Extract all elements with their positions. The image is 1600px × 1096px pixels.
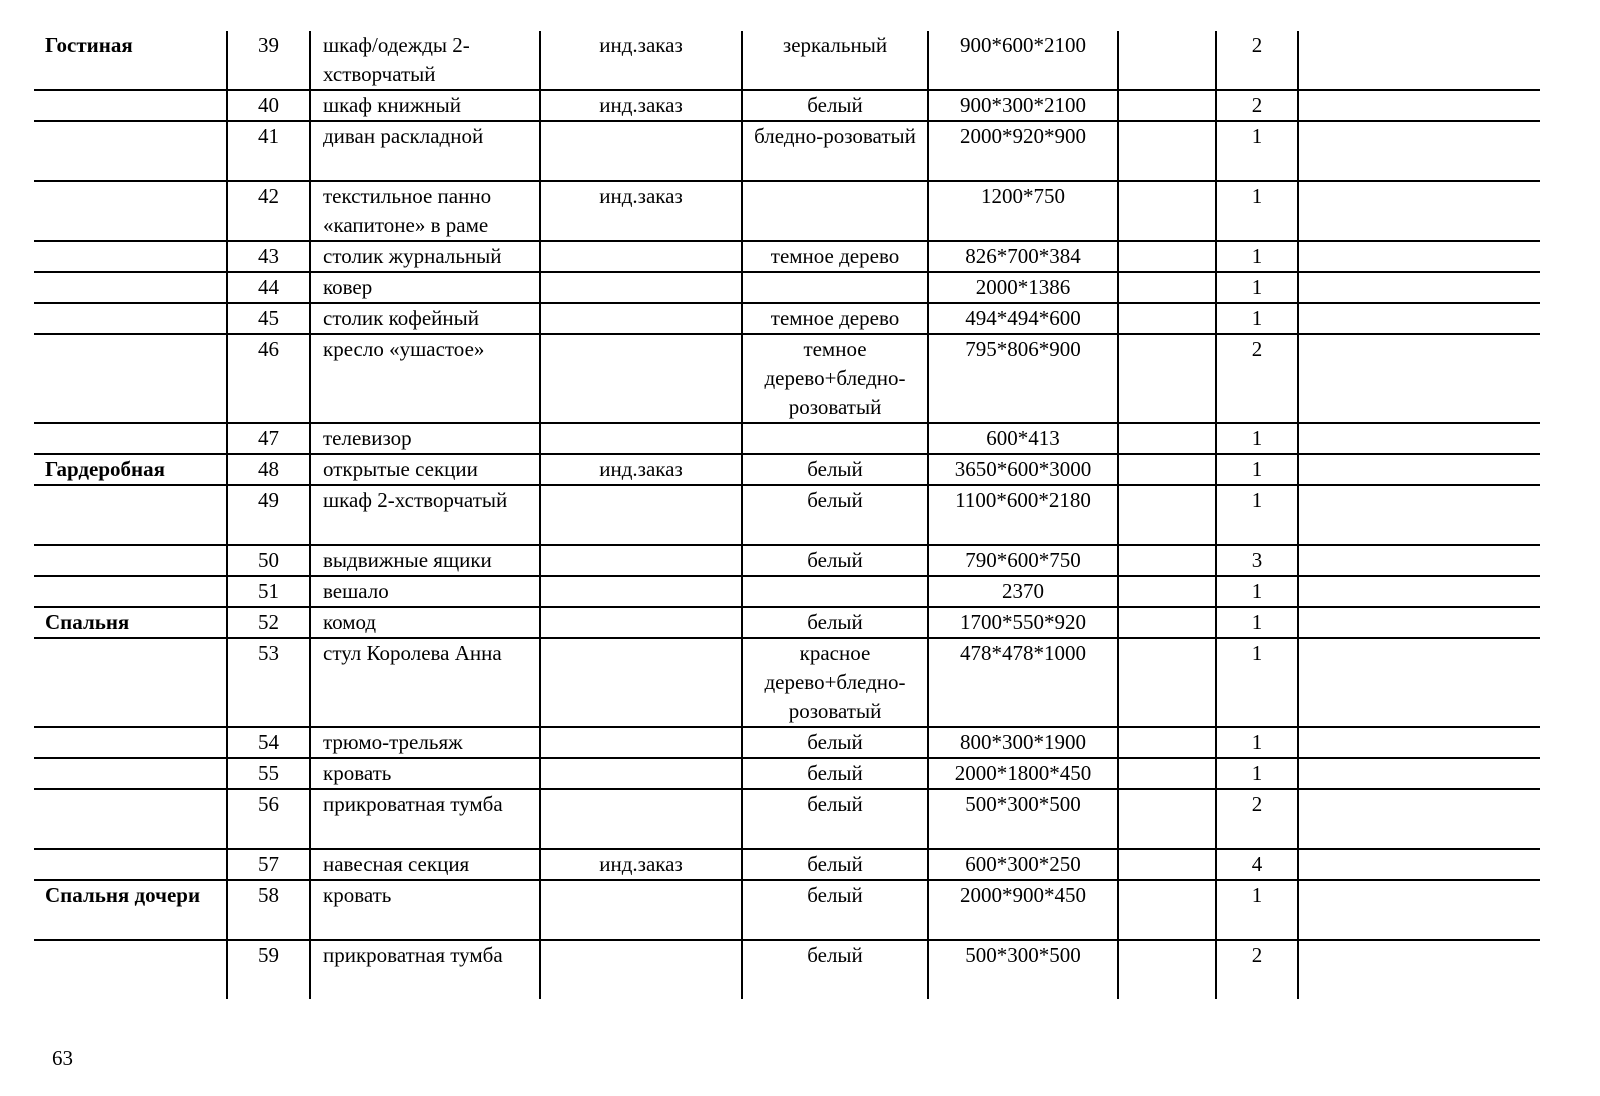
room-cell — [34, 485, 227, 545]
quantity-cell: 4 — [1216, 849, 1298, 880]
item-name-cell: телевизор — [310, 423, 540, 454]
color-cell — [742, 576, 928, 607]
room-cell — [34, 241, 227, 272]
item-number-cell: 44 — [227, 272, 310, 303]
item-number-cell: 43 — [227, 241, 310, 272]
color-cell: белый — [742, 789, 928, 849]
order-type-cell — [540, 880, 742, 940]
note-cell — [1298, 454, 1540, 485]
size-cell: 500*300*500 — [928, 940, 1118, 999]
item-number-cell: 40 — [227, 90, 310, 121]
note-cell — [1298, 272, 1540, 303]
quantity-cell: 2 — [1216, 789, 1298, 849]
size-cell: 600*413 — [928, 423, 1118, 454]
item-name-cell: шкаф книжный — [310, 90, 540, 121]
room-cell — [34, 423, 227, 454]
note-cell — [1298, 90, 1540, 121]
size-cell: 2000*1800*450 — [928, 758, 1118, 789]
table-row — [34, 849, 1540, 880]
item-name-cell: прикроватная тумба — [310, 940, 540, 999]
order-type-cell: инд.заказ — [540, 90, 742, 121]
note-cell — [1298, 545, 1540, 576]
size-cell: 826*700*384 — [928, 241, 1118, 272]
table-row — [34, 303, 1540, 334]
note-cell — [1298, 607, 1540, 638]
order-type-cell — [540, 638, 742, 727]
note-cell — [1298, 303, 1540, 334]
order-type-cell: инд.заказ — [540, 31, 742, 90]
item-name-cell: кровать — [310, 880, 540, 940]
item-number-cell: 42 — [227, 181, 310, 241]
empty-cell — [1118, 181, 1216, 241]
item-number-cell: 55 — [227, 758, 310, 789]
quantity-cell: 1 — [1216, 576, 1298, 607]
note-cell — [1298, 121, 1540, 181]
table-row — [34, 272, 1540, 303]
size-cell: 600*300*250 — [928, 849, 1118, 880]
note-cell — [1298, 758, 1540, 789]
item-name-cell: столик кофейный — [310, 303, 540, 334]
color-cell — [742, 181, 928, 241]
table-row — [34, 880, 1540, 940]
table-row — [34, 638, 1540, 727]
size-cell: 500*300*500 — [928, 789, 1118, 849]
color-cell — [742, 272, 928, 303]
color-cell: белый — [742, 849, 928, 880]
note-cell — [1298, 241, 1540, 272]
item-name-cell: шкаф/одежды 2-хстворчатый — [310, 31, 540, 90]
room-cell — [34, 638, 227, 727]
note-cell — [1298, 638, 1540, 727]
color-cell: темное дерево+бледно-розоватый — [742, 334, 928, 423]
empty-cell — [1118, 334, 1216, 423]
note-cell — [1298, 849, 1540, 880]
empty-cell — [1118, 545, 1216, 576]
quantity-cell: 1 — [1216, 303, 1298, 334]
item-number-cell: 58 — [227, 880, 310, 940]
color-cell: белый — [742, 454, 928, 485]
empty-cell — [1118, 849, 1216, 880]
color-cell — [742, 423, 928, 454]
item-name-cell: текстильное панно «капитоне» в раме — [310, 181, 540, 241]
item-number-cell: 48 — [227, 454, 310, 485]
room-cell — [34, 545, 227, 576]
item-number-cell: 52 — [227, 607, 310, 638]
room-cell: Гостиная — [45, 33, 133, 57]
table-row — [34, 334, 1540, 423]
color-cell: белый — [742, 940, 928, 999]
quantity-cell: 1 — [1216, 241, 1298, 272]
table-row — [34, 121, 1540, 181]
quantity-cell: 3 — [1216, 545, 1298, 576]
table-row — [34, 90, 1540, 121]
quantity-cell: 1 — [1216, 638, 1298, 727]
empty-cell — [1118, 423, 1216, 454]
empty-cell — [1118, 90, 1216, 121]
size-cell: 2000*1386 — [928, 272, 1118, 303]
item-number-cell: 50 — [227, 545, 310, 576]
order-type-cell — [540, 485, 742, 545]
quantity-cell: 1 — [1216, 454, 1298, 485]
empty-cell — [1118, 31, 1216, 90]
room-cell — [34, 272, 227, 303]
note-cell — [1298, 423, 1540, 454]
quantity-cell: 2 — [1216, 940, 1298, 999]
item-number-cell: 39 — [227, 31, 310, 90]
empty-cell — [1118, 940, 1216, 999]
quantity-cell: 1 — [1216, 272, 1298, 303]
item-name-cell: вешало — [310, 576, 540, 607]
color-cell: белый — [742, 727, 928, 758]
item-name-cell: ковер — [310, 272, 540, 303]
empty-cell — [1118, 638, 1216, 727]
size-cell: 900*600*2100 — [928, 31, 1118, 90]
color-cell: зеркальный — [742, 31, 928, 90]
item-name-cell: комод — [310, 607, 540, 638]
table-row — [34, 181, 1540, 241]
page-number: 63 — [52, 1046, 73, 1070]
color-cell: белый — [742, 545, 928, 576]
table-row — [34, 789, 1540, 849]
quantity-cell: 1 — [1216, 485, 1298, 545]
room-cell — [34, 789, 227, 849]
size-cell: 800*300*1900 — [928, 727, 1118, 758]
empty-cell — [1118, 272, 1216, 303]
room-cell — [34, 940, 227, 999]
order-type-cell — [540, 758, 742, 789]
item-name-cell: выдвижные ящики — [310, 545, 540, 576]
item-name-cell: столик журнальный — [310, 241, 540, 272]
item-number-cell: 56 — [227, 789, 310, 849]
room-cell — [34, 576, 227, 607]
empty-cell — [1118, 727, 1216, 758]
item-number-cell: 41 — [227, 121, 310, 181]
table-row — [34, 423, 1540, 454]
size-cell: 1700*550*920 — [928, 607, 1118, 638]
table-row — [34, 727, 1540, 758]
item-name-cell: стул Королева Анна — [310, 638, 540, 727]
order-type-cell: инд.заказ — [540, 181, 742, 241]
note-cell — [1298, 880, 1540, 940]
empty-cell — [1118, 789, 1216, 849]
table-row — [34, 607, 1540, 638]
color-cell: темное дерево — [742, 303, 928, 334]
order-type-cell — [540, 334, 742, 423]
room-cell — [34, 849, 227, 880]
room-cell — [34, 181, 227, 241]
note-cell — [1298, 485, 1540, 545]
order-type-cell — [540, 545, 742, 576]
item-number-cell: 51 — [227, 576, 310, 607]
room-cell — [34, 727, 227, 758]
order-type-cell — [540, 241, 742, 272]
room-cell: Спальня — [34, 607, 227, 638]
order-type-cell: инд.заказ — [540, 849, 742, 880]
table-row — [34, 454, 1540, 485]
room-cell — [34, 758, 227, 789]
table-row — [34, 758, 1540, 789]
order-type-cell — [540, 940, 742, 999]
order-type-cell — [540, 576, 742, 607]
room-cell — [34, 303, 227, 334]
item-number-cell: 46 — [227, 334, 310, 423]
order-type-cell: инд.заказ — [540, 454, 742, 485]
quantity-cell: 2 — [1216, 334, 1298, 423]
item-number-cell: 54 — [227, 727, 310, 758]
color-cell: бледно-розоватый — [742, 121, 928, 181]
size-cell: 900*300*2100 — [928, 90, 1118, 121]
empty-cell — [1118, 758, 1216, 789]
quantity-cell: 1 — [1216, 121, 1298, 181]
quantity-cell: 2 — [1216, 31, 1298, 90]
empty-cell — [1118, 607, 1216, 638]
color-cell: белый — [742, 90, 928, 121]
size-cell: 2000*900*450 — [928, 880, 1118, 940]
table-row — [34, 940, 1540, 999]
note-cell — [1298, 31, 1540, 90]
order-type-cell — [540, 607, 742, 638]
quantity-cell: 1 — [1216, 607, 1298, 638]
table-row — [34, 31, 1540, 90]
note-cell — [1298, 789, 1540, 849]
order-type-cell — [540, 789, 742, 849]
quantity-cell: 1 — [1216, 423, 1298, 454]
empty-cell — [1118, 454, 1216, 485]
note-cell — [1298, 576, 1540, 607]
size-cell: 2000*920*900 — [928, 121, 1118, 181]
note-cell — [1298, 334, 1540, 423]
quantity-cell: 1 — [1216, 181, 1298, 241]
empty-cell — [1118, 880, 1216, 940]
empty-cell — [1118, 241, 1216, 272]
color-cell: красное дерево+бледно-розоватый — [742, 638, 928, 727]
item-number-cell: 57 — [227, 849, 310, 880]
table-row — [34, 576, 1540, 607]
size-cell: 1200*750 — [928, 181, 1118, 241]
size-cell: 478*478*1000 — [928, 638, 1118, 727]
quantity-cell: 1 — [1216, 758, 1298, 789]
color-cell: белый — [742, 485, 928, 545]
empty-cell — [1118, 121, 1216, 181]
size-cell: 494*494*600 — [928, 303, 1118, 334]
item-name-cell: трюмо-трельяж — [310, 727, 540, 758]
color-cell: белый — [742, 607, 928, 638]
size-cell: 3650*600*3000 — [928, 454, 1118, 485]
order-type-cell — [540, 727, 742, 758]
item-number-cell: 59 — [227, 940, 310, 999]
table-row — [34, 545, 1540, 576]
size-cell: 1100*600*2180 — [928, 485, 1118, 545]
quantity-cell: 1 — [1216, 880, 1298, 940]
item-number-cell: 49 — [227, 485, 310, 545]
item-number-cell: 45 — [227, 303, 310, 334]
table-row — [34, 485, 1540, 545]
room-cell: Спальня дочери — [34, 880, 227, 940]
room-cell — [34, 90, 227, 121]
room-cell — [34, 334, 227, 423]
note-cell — [1298, 181, 1540, 241]
table-row — [34, 241, 1540, 272]
room-cell — [34, 121, 227, 181]
item-name-cell: прикроватная тумба — [310, 789, 540, 849]
item-number-cell: 53 — [227, 638, 310, 727]
item-name-cell: кресло «ушастое» — [310, 334, 540, 423]
item-name-cell: кровать — [310, 758, 540, 789]
color-cell: темное дерево — [742, 241, 928, 272]
size-cell: 795*806*900 — [928, 334, 1118, 423]
furniture-specification-table — [34, 31, 1540, 999]
note-cell — [1298, 940, 1540, 999]
item-number-cell: 47 — [227, 423, 310, 454]
item-name-cell: диван раскладной — [310, 121, 540, 181]
item-name-cell: шкаф 2-хстворчатый — [310, 485, 540, 545]
item-name-cell: навесная секция — [310, 849, 540, 880]
order-type-cell — [540, 303, 742, 334]
color-cell: белый — [742, 758, 928, 789]
order-type-cell — [540, 423, 742, 454]
empty-cell — [1118, 485, 1216, 545]
order-type-cell — [540, 121, 742, 181]
quantity-cell: 2 — [1216, 90, 1298, 121]
size-cell: 790*600*750 — [928, 545, 1118, 576]
note-cell — [1298, 727, 1540, 758]
item-name-cell: открытые секции — [310, 454, 540, 485]
size-cell: 2370 — [928, 576, 1118, 607]
quantity-cell: 1 — [1216, 727, 1298, 758]
empty-cell — [1118, 303, 1216, 334]
color-cell: белый — [742, 880, 928, 940]
order-type-cell — [540, 272, 742, 303]
empty-cell — [1118, 576, 1216, 607]
room-cell: Гардеробная — [34, 454, 227, 485]
